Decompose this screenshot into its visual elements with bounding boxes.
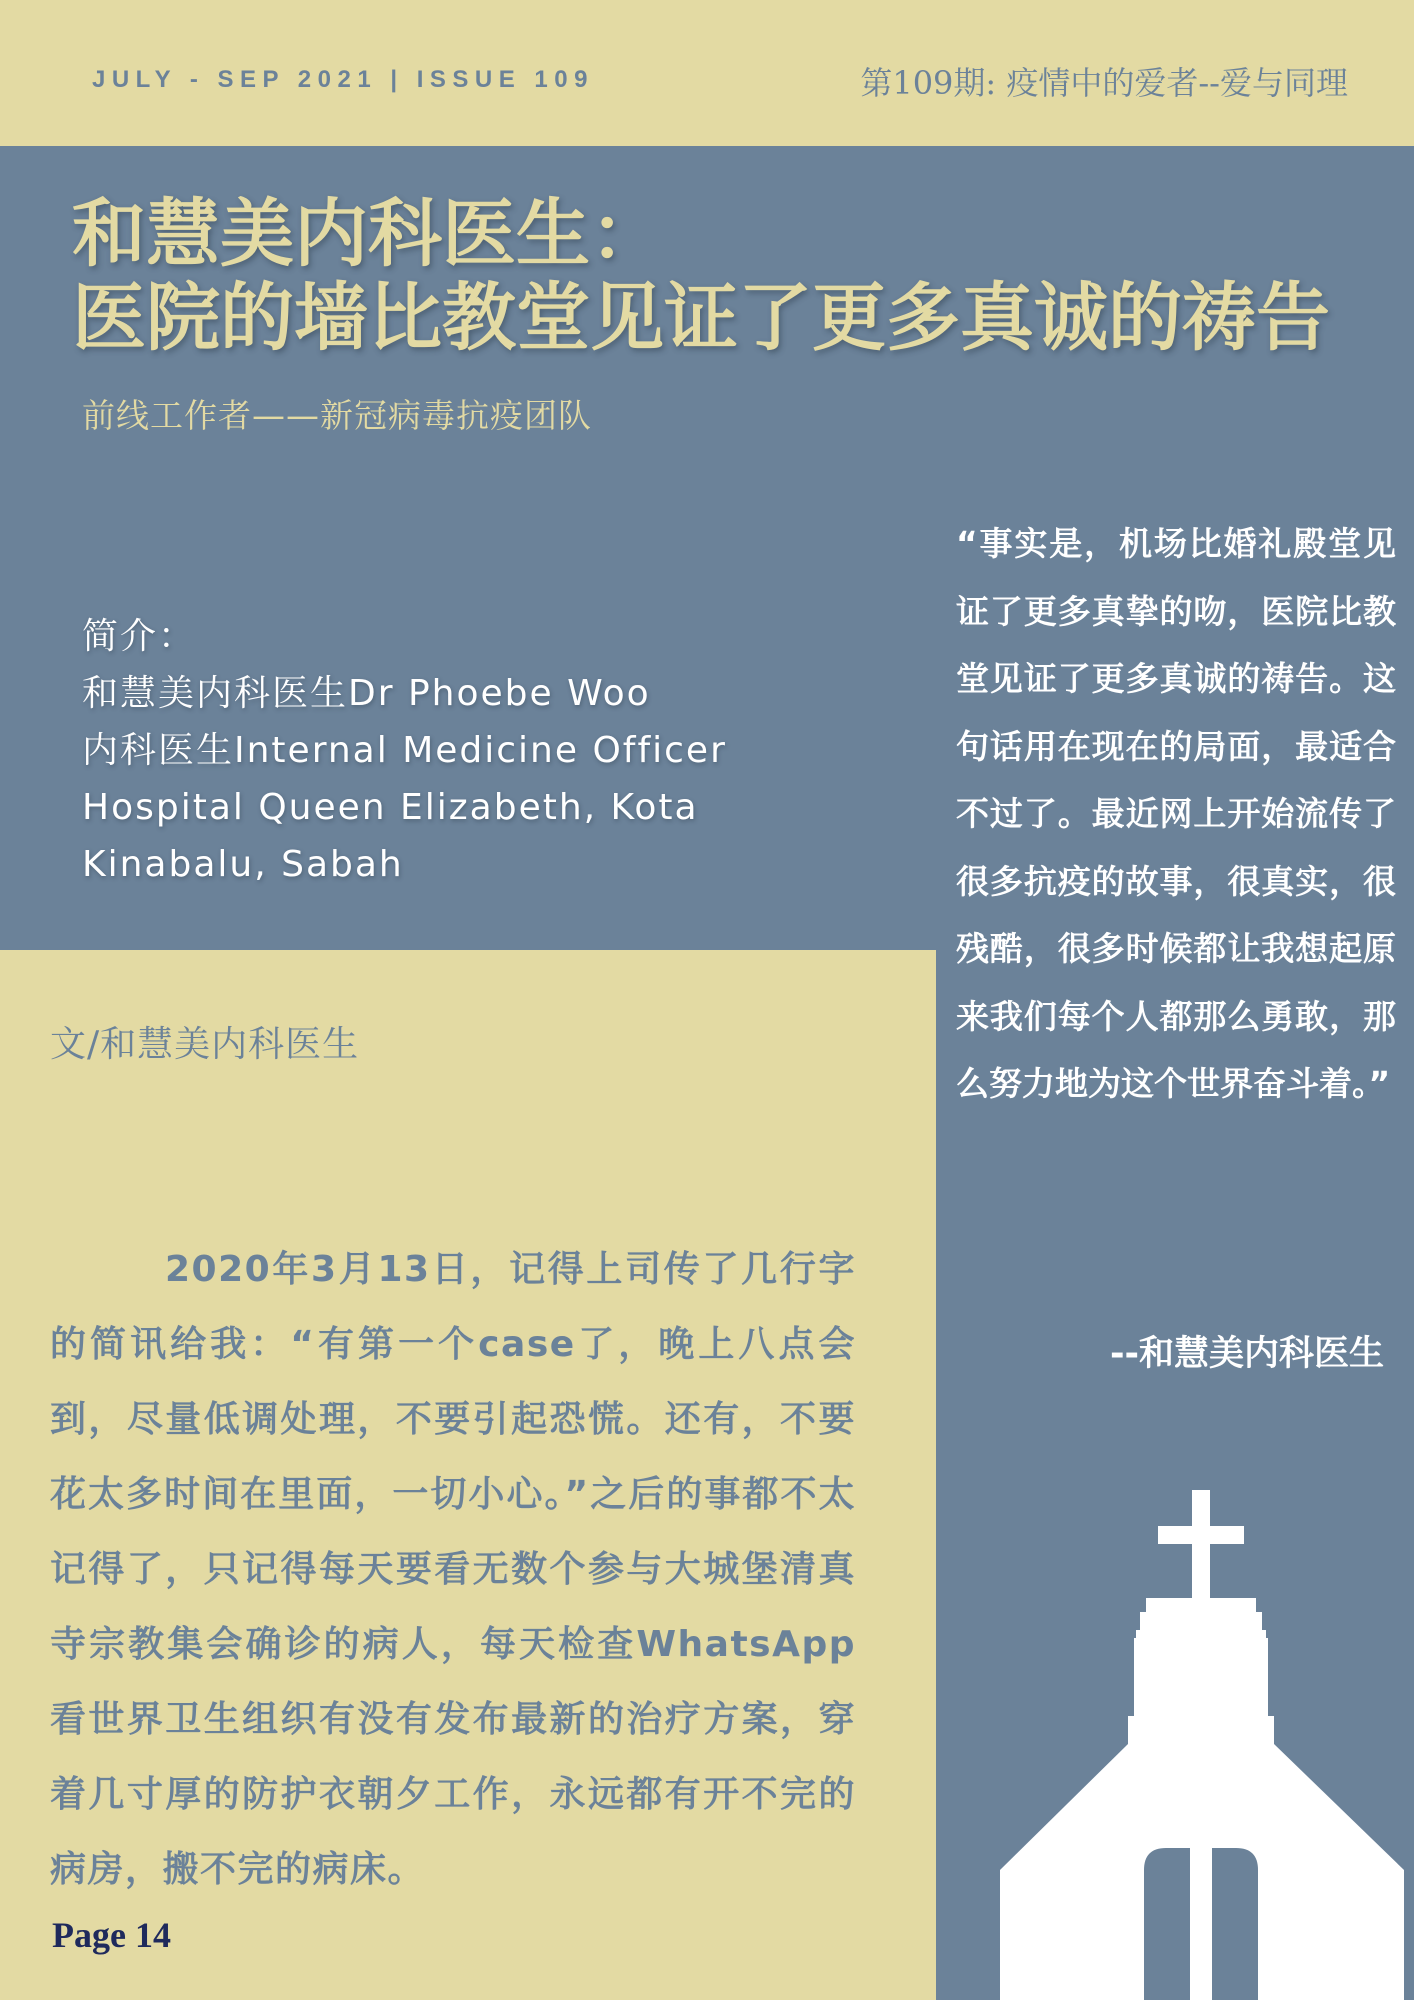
intro-line: Kinabalu, Sabah xyxy=(82,844,404,885)
page-number: Page 14 xyxy=(52,1915,171,1955)
issue-title: 第109期: 疫情中的爱者--爱与同理 xyxy=(860,64,1348,102)
subtitle: 前线工作者——新冠病毒抗疫团队 xyxy=(82,396,592,435)
article-body: 2020年3月13日，记得上司传了几行字的简讯给我：“有第一个case了，晚上八点会到，尽量低调处理，不要引起恐慌。还有，不要花太多时间在里面，一切小心。”之后的事都不太记得了，只记得每天要看无数个参与大城堡清真寺宗教集会确诊的病人，每天检查WhatsApp看世界卫生组织有没有发布最新的治疗方案，穿着几寸厚的防护衣朝夕工作，永远都有开不完的病房，搬不完的病床。 xyxy=(50,1249,856,1890)
church-icon xyxy=(990,1490,1414,2000)
headline-line-2: 医院的墙比教堂见证了更多真诚的祷告 xyxy=(72,275,1330,361)
issue-line: JULY - SEP 2021 | ISSUE 109 xyxy=(92,66,594,93)
intro-line: 和慧美内科医生Dr Phoebe Woo xyxy=(82,673,651,714)
byline: 文/和慧美内科医生 xyxy=(50,1024,360,1065)
headline-line-1: 和慧美内科医生： xyxy=(72,191,664,277)
headline xyxy=(72,192,1330,360)
pull-quote: “事实是，机场比婚礼殿堂见证了更多真挚的吻，医院比教堂见证了更多真诚的祷告。这句话用在现在的局面，最适合不过了。最近网上开始流传了很多抗疫的故事，很真实，很残酷，很多时候都让我想起原来我们每个人都那么勇敢，那么努力地为这个世界奋斗着。” xyxy=(956,524,1396,1103)
intro-block xyxy=(82,608,802,893)
intro-line: Hospital Queen Elizabeth, Kota xyxy=(82,787,699,828)
quote-attribution: --和慧美内科医生 xyxy=(1109,1334,1384,1374)
intro-heading: 简介： xyxy=(82,616,197,657)
intro-line: 内科医生Internal Medicine Officer xyxy=(82,730,727,771)
